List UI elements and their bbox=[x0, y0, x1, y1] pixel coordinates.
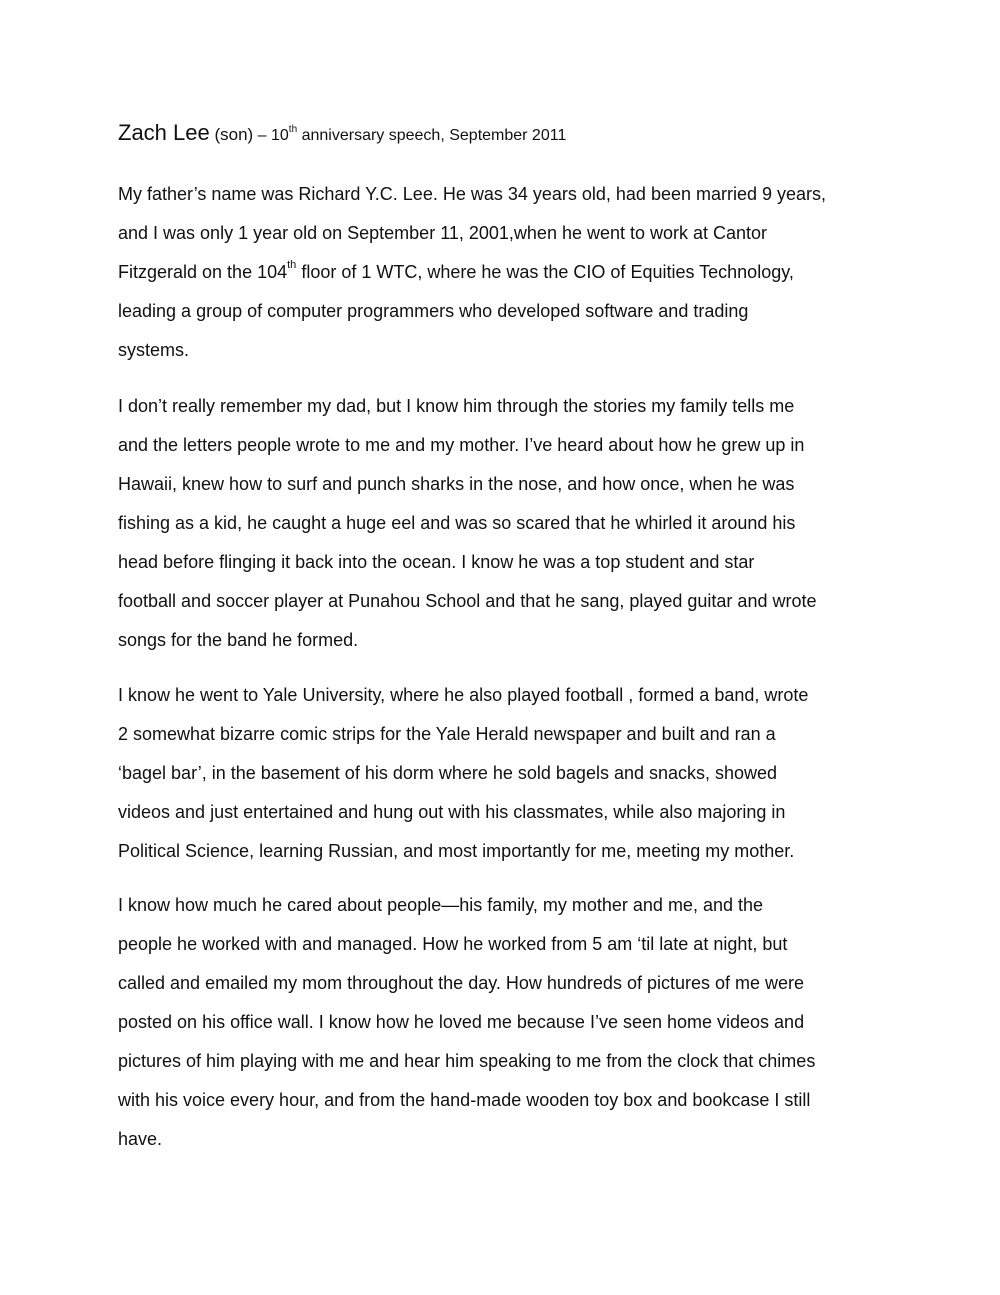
paragraph-line: My father’s name was Richard Y.C. Lee. He was 34 years old, had been married 9 years, bbox=[118, 184, 827, 204]
paragraph-line: 2 somewhat bizarre comic strips for the Yale Herald newspaper and built and ran a bbox=[118, 724, 776, 744]
paragraph-line: Political Science, learning Russian, and most importantly for me, meeting my mother. bbox=[118, 841, 795, 861]
paragraph-line: I know he went to Yale University, where he also played football , formed a band, wrote bbox=[118, 685, 809, 705]
paragraph-1 bbox=[118, 175, 898, 370]
title-text-part-1: – 10 bbox=[253, 127, 289, 144]
paragraph-line: leading a group of computer programmers who developed software and trading bbox=[118, 301, 749, 321]
paragraph-line: with his voice every hour, and from the hand-made wooden toy box and bookcase I still bbox=[118, 1090, 811, 1110]
paragraph-line: fishing as a kid, he caught a huge eel and was so scared that he whirled it around his bbox=[118, 513, 796, 533]
paragraph-line: Hawaii, knew how to surf and punch sharks in the nose, and how once, when he was bbox=[118, 474, 795, 494]
paragraph-line: posted on his office wall. I know how he loved me because I’ve seen home videos and bbox=[118, 1012, 805, 1032]
title-text-part-2: anniversary speech, September 2011 bbox=[297, 127, 567, 144]
document-title bbox=[118, 118, 898, 151]
paragraph-3 bbox=[118, 676, 898, 871]
paragraph-line: have. bbox=[118, 1129, 163, 1149]
paragraph-line: and the letters people wrote to me and my mother. I’ve heard about how he grew up in bbox=[118, 435, 805, 455]
line-text-part-2: floor of 1 WTC, where he was the CIO of Equities Technology, bbox=[296, 262, 794, 282]
paragraph-line: systems. bbox=[118, 340, 190, 360]
paragraph-line: I don’t really remember my dad, but I know him through the stories my family tells me bbox=[118, 396, 795, 416]
paragraph-line: and I was only 1 year old on September 11, 2001,when he went to work at Cantor bbox=[118, 223, 768, 243]
paragraph-line: head before flinging it back into the ocean. I know he was a top student and star bbox=[118, 552, 755, 572]
paragraph-line: songs for the band he formed. bbox=[118, 630, 359, 650]
paragraph-line: ‘bagel bar’, in the basement of his dorm where he sold bagels and snacks, showed bbox=[118, 763, 778, 783]
title-superscript: th bbox=[288, 123, 298, 135]
title-relation: (son) bbox=[209, 125, 254, 144]
paragraph-2 bbox=[118, 387, 898, 660]
paragraph-line bbox=[118, 253, 898, 292]
paragraph-4 bbox=[118, 886, 898, 1159]
line-text-part-1: Fitzgerald on the 104 bbox=[118, 262, 288, 282]
paragraph-line: called and emailed my mom throughout the day. How hundreds of pictures of me were bbox=[118, 973, 805, 993]
paragraph-line: I know how much he cared about people—his family, my mother and me, and the bbox=[118, 895, 764, 915]
line-superscript: th bbox=[287, 259, 297, 271]
title-name: Zach Lee bbox=[118, 120, 210, 145]
paragraph-line: people he worked with and managed. How he worked from 5 am ‘til late at night, but bbox=[118, 934, 788, 954]
paragraph-line: pictures of him playing with me and hear him speaking to me from the clock that chimes bbox=[118, 1051, 816, 1071]
paragraph-line: videos and just entertained and hung out with his classmates, while also majoring in bbox=[118, 802, 786, 822]
paragraph-line: football and soccer player at Punahou School and that he sang, played guitar and wrote bbox=[118, 591, 817, 611]
